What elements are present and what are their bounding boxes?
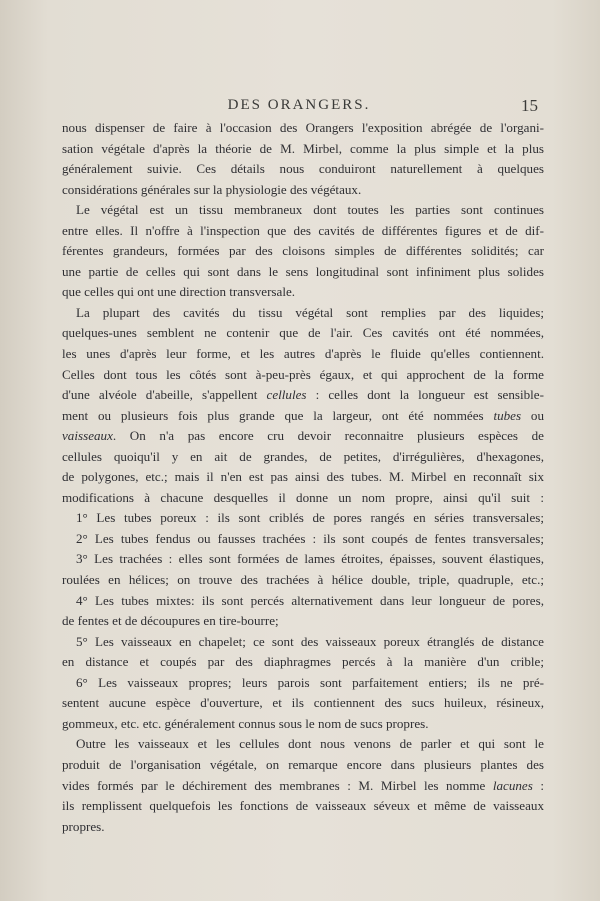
text-line: gommeux, etc. etc. généralement connus sous le nom de sucs propres.	[62, 715, 429, 731]
list-item	[62, 673, 544, 735]
text-line: considérations générales sur la physiologie des végétaux.	[62, 181, 362, 197]
text-line: férentes grandeurs, formées par des cloisons simples de différentes solidités; car	[62, 243, 544, 259]
running-head: DES ORANGERS.	[227, 97, 371, 113]
text-line: propres.	[62, 818, 105, 834]
text-line: Outre les vaisseaux et les cellules dont nous venons de parler et qui sont le	[76, 736, 544, 752]
text-line: Celles dont tous les côtés sont à-peu-près égaux, et qui approchent de la forme	[62, 366, 544, 382]
list-item	[62, 591, 544, 632]
text-line: ils remplissent quelquefois les fonctions de vaisseaux séveux et même de vaisseaux	[62, 798, 544, 814]
text-line: 1° Les tubes poreux : ils sont criblés de pores rangés en séries transversales;	[76, 510, 544, 526]
text-line: sation végétale d'après la théorie de M. Mirbel, comme la plus simple et la plus	[62, 140, 544, 156]
text-line: La plupart des cavités du tissu végétal sont remplies par des liquides;	[76, 304, 544, 320]
text-line: 4° Les tubes mixtes: ils sont percés alternativement dans leur longueur de pores,	[76, 592, 544, 608]
text-line: ment ou plusieurs fois plus grande que la largeur, ont été nommées tubes ou	[62, 407, 544, 423]
list-item	[62, 632, 544, 673]
text-line: roulées en hélices; on trouve des trachées à hélice double, triple, quadruple, etc.;	[62, 572, 544, 588]
list-item	[62, 549, 544, 590]
text-line: vides formés par le déchirement des membranes : M. Mirbel les nomme lacunes :	[62, 777, 544, 793]
text-line: nous dispenser de faire à l'occasion des Orangers l'exposition abrégée de l'organi-	[62, 120, 544, 135]
body-text	[62, 118, 544, 837]
paragraph	[62, 734, 544, 837]
text-line: vaisseaux. On n'a pas encore cru devoir reconnaitre plusieurs espèces de	[62, 428, 544, 444]
paragraph	[62, 118, 544, 200]
paragraph	[62, 303, 544, 508]
text-line: généralement suivie. Ces détails nous conduiront naturellement à quelques	[62, 161, 544, 177]
text-line: 3° Les trachées : elles sont formées de lames étroites, épaisses, souvent élastiques,	[76, 551, 544, 567]
text-line: 2° Les tubes fendus ou fausses trachées : ils sont coupés de fentes transversales;	[76, 530, 544, 546]
text-line: cellules quoiqu'il y en ait de grandes, de petites, d'irrégulières, d'hexagones,	[62, 448, 544, 464]
page-number: 15	[521, 96, 538, 115]
text-line: une partie de celles qui sont dans le sens longitudinal sont infiniment plus solides	[62, 263, 544, 279]
list-item	[62, 508, 544, 529]
text-line: d'une alvéole d'abeille, s'appellent cellules : celles dont la longueur est sensible-	[62, 387, 544, 403]
text-line: modifications à chacune desquelles il donne un nom propre, ainsi qu'il suit :	[62, 489, 544, 505]
paragraph	[62, 200, 544, 303]
text-line: 6° Les vaisseaux propres; leurs parois sont parfaitement entiers; ils ne pré-	[76, 674, 544, 690]
text-line: quelques-unes semblent ne contenir que de l'air. Ces cavités ont été nommées,	[62, 325, 544, 341]
text-line: que celles qui ont une direction transversale.	[62, 284, 296, 300]
list-item	[62, 529, 544, 550]
text-line: sentent aucune espèce d'ouverture, et ils contiennent des sucs huileux, résineux,	[62, 695, 544, 711]
text-line: produit de l'organisation végétale, on remarque encore dans plusieurs plantes des	[62, 756, 544, 772]
text-line: de polygones, etc.; mais il n'en est pas ainsi des tubes. M. Mirbel en reconnaît six	[62, 469, 544, 485]
text-line: Le végétal est un tissu membraneux dont toutes les parties sont continues	[76, 202, 544, 218]
text-line: 5° Les vaisseaux en chapelet; ce sont des vaisseaux poreux étranglés de distance	[76, 633, 544, 649]
text-line: les unes d'après leur forme, et les autres d'après le fluide qu'elles contiennent.	[62, 346, 544, 362]
text-line: entre elles. Il n'offre à l'inspection que des cavités de différentes figures et de dif-	[62, 222, 544, 238]
text-line: de fentes et de découpures en tire-bourre;	[62, 613, 279, 629]
text-line: en distance et coupés par des diaphragmes percés à la manière d'un crible;	[62, 654, 544, 670]
